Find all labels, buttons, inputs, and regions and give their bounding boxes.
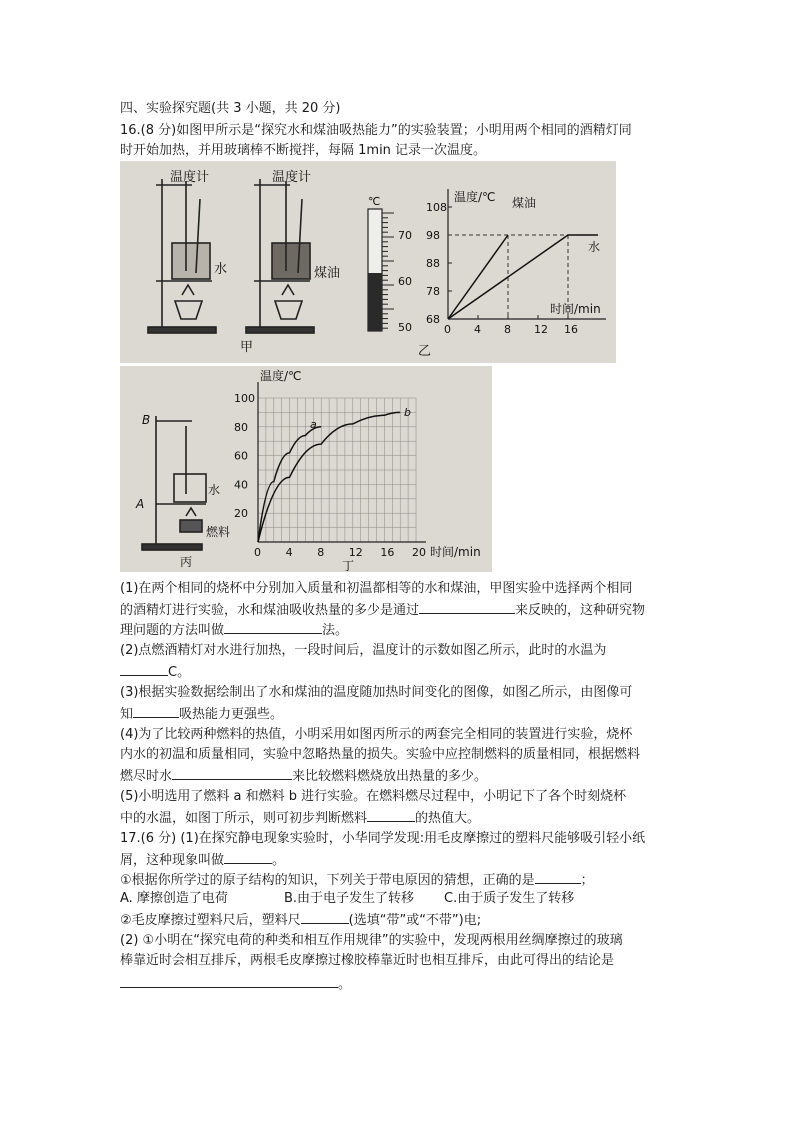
graph-ding-xtick-label: 4 [285,546,293,559]
q17-line-1: 17.(6 分) (1)在探究静电现象实验时，小华同学发现:用毛皮摩擦过的塑料尺能够吸引轻小纸 [120,831,646,846]
label-ding: 丁 [342,559,355,572]
graph-ding-xtick-label: 0 [254,546,261,559]
q16-intro-line-2: 时开始加热，并用玻璃棒不断搅拌，每隔 1min 记录一次温度。 [120,143,487,158]
thermometer-label-2: 温度计 [272,170,312,185]
q16-answer-blank-1[interactable] [419,599,515,614]
q16-p5-text-b: 的热值大。 [415,811,481,826]
graph-ding-xtick-label: 8 [317,546,325,559]
graph-ding-xtick-label: 20 [412,546,426,559]
q16-intro-line-1: 16.(8 分)如图甲所示是“探究水和煤油吸热能力”的实验装置；小明用两个相同的酒精灯同 [120,123,632,138]
graph-yi-ytick-label: 78 [426,285,440,298]
scale-tick-50: 50 [398,321,412,334]
water-label: 水 [214,262,228,277]
q16-p5-text-a: 中的水温，如图丁所示，则可初步判断燃料 [120,811,368,826]
q16-p5-line-1: (5)小明选用了燃料 a 和燃料 b 进行实验。在燃料燃尽过程中，小明记下了各个时刻烧杯 [120,789,627,804]
q17-text-c: ①根据你所学过的原子结构的知识，下列关于带电原因的猜想，正确的是 [120,873,535,888]
q16-p4-line-1: (4)为了比较两种燃料的热值，小明采用如图丙所示的两套完全相同的装置进行实验，烧杯 [120,727,633,742]
q16-p1-text-b: 来反映的，这种研究物 [515,603,646,618]
graph-yi-ylabel: 温度/℃ [454,190,496,204]
graph-ding [234,382,426,559]
q16-p1-text-a: 的酒精灯进行实验，水和煤油吸收热量的多少是通过 [120,603,420,618]
q17-text-b: 。 [272,853,286,868]
scale-unit: ℃ [368,195,381,208]
q17-options [120,889,680,909]
apparatus-fuel [142,416,206,550]
q17-line-7: 棒靠近时会相互排斥，两根毛皮摩擦过橡胶棒靠近时也相互排斥，由此可得出的结论是 [120,953,615,968]
figure-bing-ding-photo [120,366,492,572]
graph-yi-line-kerosene [448,235,508,319]
label-yi: 乙 [418,344,432,359]
q17-option-c: C.由于质子发生了转移 [444,891,575,906]
graph-yi-series-kerosene: 煤油 [512,196,537,210]
kerosene-label: 煤油 [314,266,341,281]
graph-yi-xtick-label: 0 [444,323,451,336]
graph-yi-xlabel: 时间/min [550,302,601,316]
thermometer-label-1: 温度计 [170,170,210,185]
graph-yi-xtick-label: 4 [474,323,481,336]
q16-p4-line-3 [120,765,680,787]
q17-text-d: ； [580,873,594,888]
q16-p1-text-d: 法。 [322,623,349,638]
q17-line-3 [120,869,680,891]
q16-p1-text-c: 理问题的方法叫做 [120,623,225,638]
graph-ding-xlabel: 时间/min [430,545,481,559]
q16-answer-blank-4[interactable] [133,703,179,718]
figure-jia-yi-photo [120,161,616,363]
q17-answer-blank-2[interactable] [535,869,581,884]
fuel-label: 燃料 [206,525,231,539]
q17-line-6: (2) ①小明在“探究电荷的种类和相互作用规律”的实验中，发现两根用丝绸摩擦过的玻璃 [120,933,623,948]
q16-p1-line-1: (1)在两个相同的烧杯中分别加入质量和初温都相等的水和煤油，甲图实验中选择两个相同 [120,581,633,596]
q16-p4-text-b: 来比较燃料燃烧放出热量的多少。 [292,769,488,784]
q16-p5-line-2 [120,807,680,829]
q16-p3-text-b: 吸热能力更强些。 [179,707,284,722]
graph-ding-ytick-label: 40 [234,478,248,492]
q16-p1-line-2 [120,599,680,621]
graph-yi-ytick-label: 88 [426,257,440,270]
figure-bing-ding-svg [120,366,492,572]
q16-p4-line-2: 内水的初温和质量相同，实验中忽略热量的损失。实验中应控制燃料的质量相同，根据燃料 [120,747,641,762]
q17-line-8 [120,973,680,995]
q16-answer-blank-5[interactable] [172,765,292,780]
graph-ding-ytick-label: 100 [234,392,255,405]
q17-line-5 [120,909,680,931]
q17-answer-blank-4[interactable] [120,973,338,988]
apparatus-water [148,179,216,333]
q17-text-g: 。 [338,977,352,992]
graph-yi-xtick-label: 12 [534,323,548,336]
label-A: A [136,497,145,511]
figure-jia-yi-svg [120,161,616,363]
q16-answer-blank-6[interactable] [367,807,415,822]
graph-yi-series-water: 水 [588,240,601,254]
graph-yi-ytick-label: 98 [426,229,440,242]
q17-text-a: 屑，这种现象叫做 [120,853,225,868]
q16-p3-line-1: (3)根据实验数据绘制出了水和煤油的温度随加热时间变化的图像，如图乙所示，由图像可 [120,685,633,700]
graph-yi-xtick-label: 8 [504,323,511,336]
bottom-water-label: 水 [208,483,221,497]
q16-p2-line-1: (2)点燃酒精灯对水进行加热，一段时间后，温度计的示数如图乙所示，此时的水温为 [120,643,607,658]
graph-ding-ylabel: 温度/℃ [260,369,302,383]
label-B: B [142,413,151,427]
q16-p2-line-2 [120,661,680,683]
graph-ding-xtick-label: 12 [348,546,363,559]
q17-answer-blank-1[interactable] [224,849,272,864]
graph-ding-ytick-label: 80 [234,420,248,434]
graph-yi-ytick-label: 108 [426,201,447,214]
q17-line-2 [120,849,680,871]
graph-yi-ytick-label: 68 [426,313,440,326]
graph-ding-xtick-label: 16 [380,546,395,559]
label-jia: 甲 [240,340,254,355]
scale-tick-70: 70 [398,229,412,242]
q16-p1-line-3 [120,619,680,641]
q16-p4-text-a: 燃尽时水 [120,769,173,784]
q17-text-e: ②毛皮摩擦过塑料尺后，塑料尺 [120,913,301,928]
graph-ding-series-b: b [404,406,411,419]
label-bing: 丙 [180,555,193,569]
scale-tick-60: 60 [398,275,412,288]
thermometer-scale [368,209,394,331]
q17-answer-blank-3[interactable] [301,909,349,924]
graph-ding-ytick-label: 20 [234,507,248,521]
q16-p3-line-2 [120,703,680,725]
q16-p3-text-a: 知 [120,707,134,722]
q17-option-a: A. 摩擦创造了电荷 [120,891,228,906]
q16-answer-blank-2[interactable] [224,619,322,634]
graph-ding-series-a: a [310,418,317,431]
section-title: 四、实验探究题(共 3 小题，共 20 分) [120,101,341,116]
q16-p2-text-b: C。 [168,665,191,680]
apparatus-kerosene [246,179,314,333]
q17-option-b: B.由于电子发生了转移 [283,891,414,906]
q16-answer-blank-3[interactable] [120,661,168,676]
graph-yi-xtick-label: 16 [564,323,578,336]
q17-text-f: (选填“带”或“不带”)电; [348,913,482,928]
graph-ding-ytick-label: 60 [234,449,248,463]
